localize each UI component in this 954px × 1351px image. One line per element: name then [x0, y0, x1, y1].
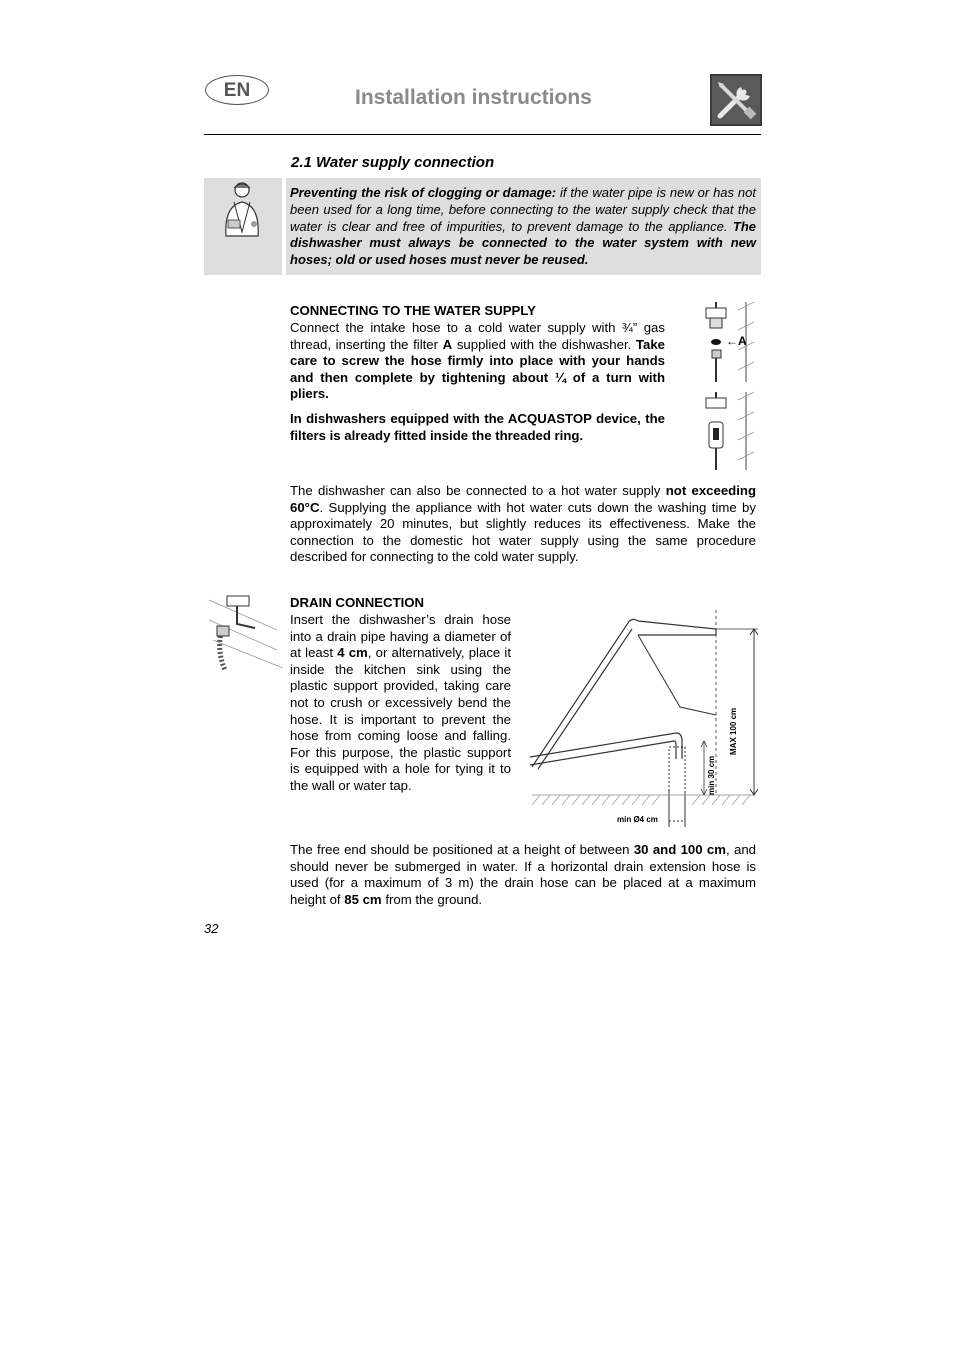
warning-icon-panel [204, 178, 282, 275]
water-supply-paragraph-1 [290, 320, 665, 403]
free-end-text-b: , and should never be submerged in water. If a horizontal drain extension hose is used (for a maximum of 3 m) the drain hose can be placed at a maximum height of [290, 842, 756, 907]
tap-filter-illustration [676, 300, 756, 472]
water-supply-heading: CONNECTING TO THE WATER SUPPLY [290, 303, 536, 318]
warning-text [290, 185, 756, 269]
min-height-label: min 30 cm [707, 755, 716, 795]
free-end-text-c: from the ground. [381, 891, 483, 907]
figure-label-a: A [738, 334, 747, 348]
hot-water-text-b: . Supplying the appliance with hot water cuts down the washing time by approximately 20 minutes, but slightly reduces its effectiveness. Make the connection to the domestic hot water supply using the same procedure described for connecting to the cold water supply. [290, 499, 756, 565]
filter-arrow-label: ←A [726, 334, 747, 348]
acquastop-note: In dishwashers equipped with the ACQUASTOP device, the filters is already fitted inside the threaded ring. [290, 411, 665, 443]
sink-tap-illustration [207, 590, 285, 678]
min-diameter-label: min Ø4 cm [617, 815, 658, 824]
header-rule [204, 134, 761, 135]
free-end-text-a: The free end should be positioned at a height of between [290, 842, 634, 857]
water-supply-text-b: supplied with the dishwasher. [452, 336, 636, 352]
water-supply-instruction: Take care to screw the hose firmly into place with your hands and then complete by tightening about ¼ of a turn with pliers. [290, 336, 665, 402]
page-number: 32 [204, 921, 219, 936]
warning-tail: The dishwasher must always be connected to the water system with new hoses; old or used hoses must never be reused. [290, 218, 756, 268]
page-title: Installation instructions [355, 86, 592, 109]
tools-icon [710, 74, 762, 126]
drain-height-diagram [528, 605, 758, 830]
language-badge: EN [205, 75, 269, 105]
filter-label: A [442, 336, 453, 352]
water-supply-text-a: Connect the intake hose to a cold water supply with ¾” gas thread, inserting the filter [290, 320, 665, 352]
warning-lead: Preventing the risk of clogging or damage: [290, 185, 557, 200]
max-height-label: MAX 100 cm [729, 707, 738, 755]
drain-text-b: , or alternatively, place it inside the kitchen sink using the plastic support provided, taking care not to crush or excessively bend the hose. It is important to prevent the hose from coming loose and falling. For this purpose, the plastic support is equipped with a hole for tying it to the wall or water tap. [290, 645, 512, 793]
free-end-max-height: 85 cm [344, 891, 382, 907]
drain-heading: DRAIN CONNECTION [290, 595, 425, 610]
drain-diameter: 4 cm [337, 645, 368, 661]
section-heading: 2.1 Water supply connection [291, 154, 495, 171]
hot-water-limit: not exceeding 60°C [290, 483, 757, 515]
warning-body: if the water pipe is new or has not been used for a long time, before connecting to the water supply check that the water is clear and free of impurities, to prevent damage to the appliance. [290, 185, 757, 234]
technician-icon [204, 178, 282, 275]
hot-water-text-a: The dishwasher can also be connected to a hot water supply [290, 483, 666, 498]
drain-text-a: Insert the dishwasher’s drain hose into a drain pipe having a diameter of at least [290, 612, 511, 661]
hot-water-paragraph [290, 483, 756, 566]
drain-paragraph [290, 612, 511, 795]
free-end-height-range: 30 and 100 cm [633, 842, 726, 857]
free-end-paragraph [290, 842, 756, 908]
